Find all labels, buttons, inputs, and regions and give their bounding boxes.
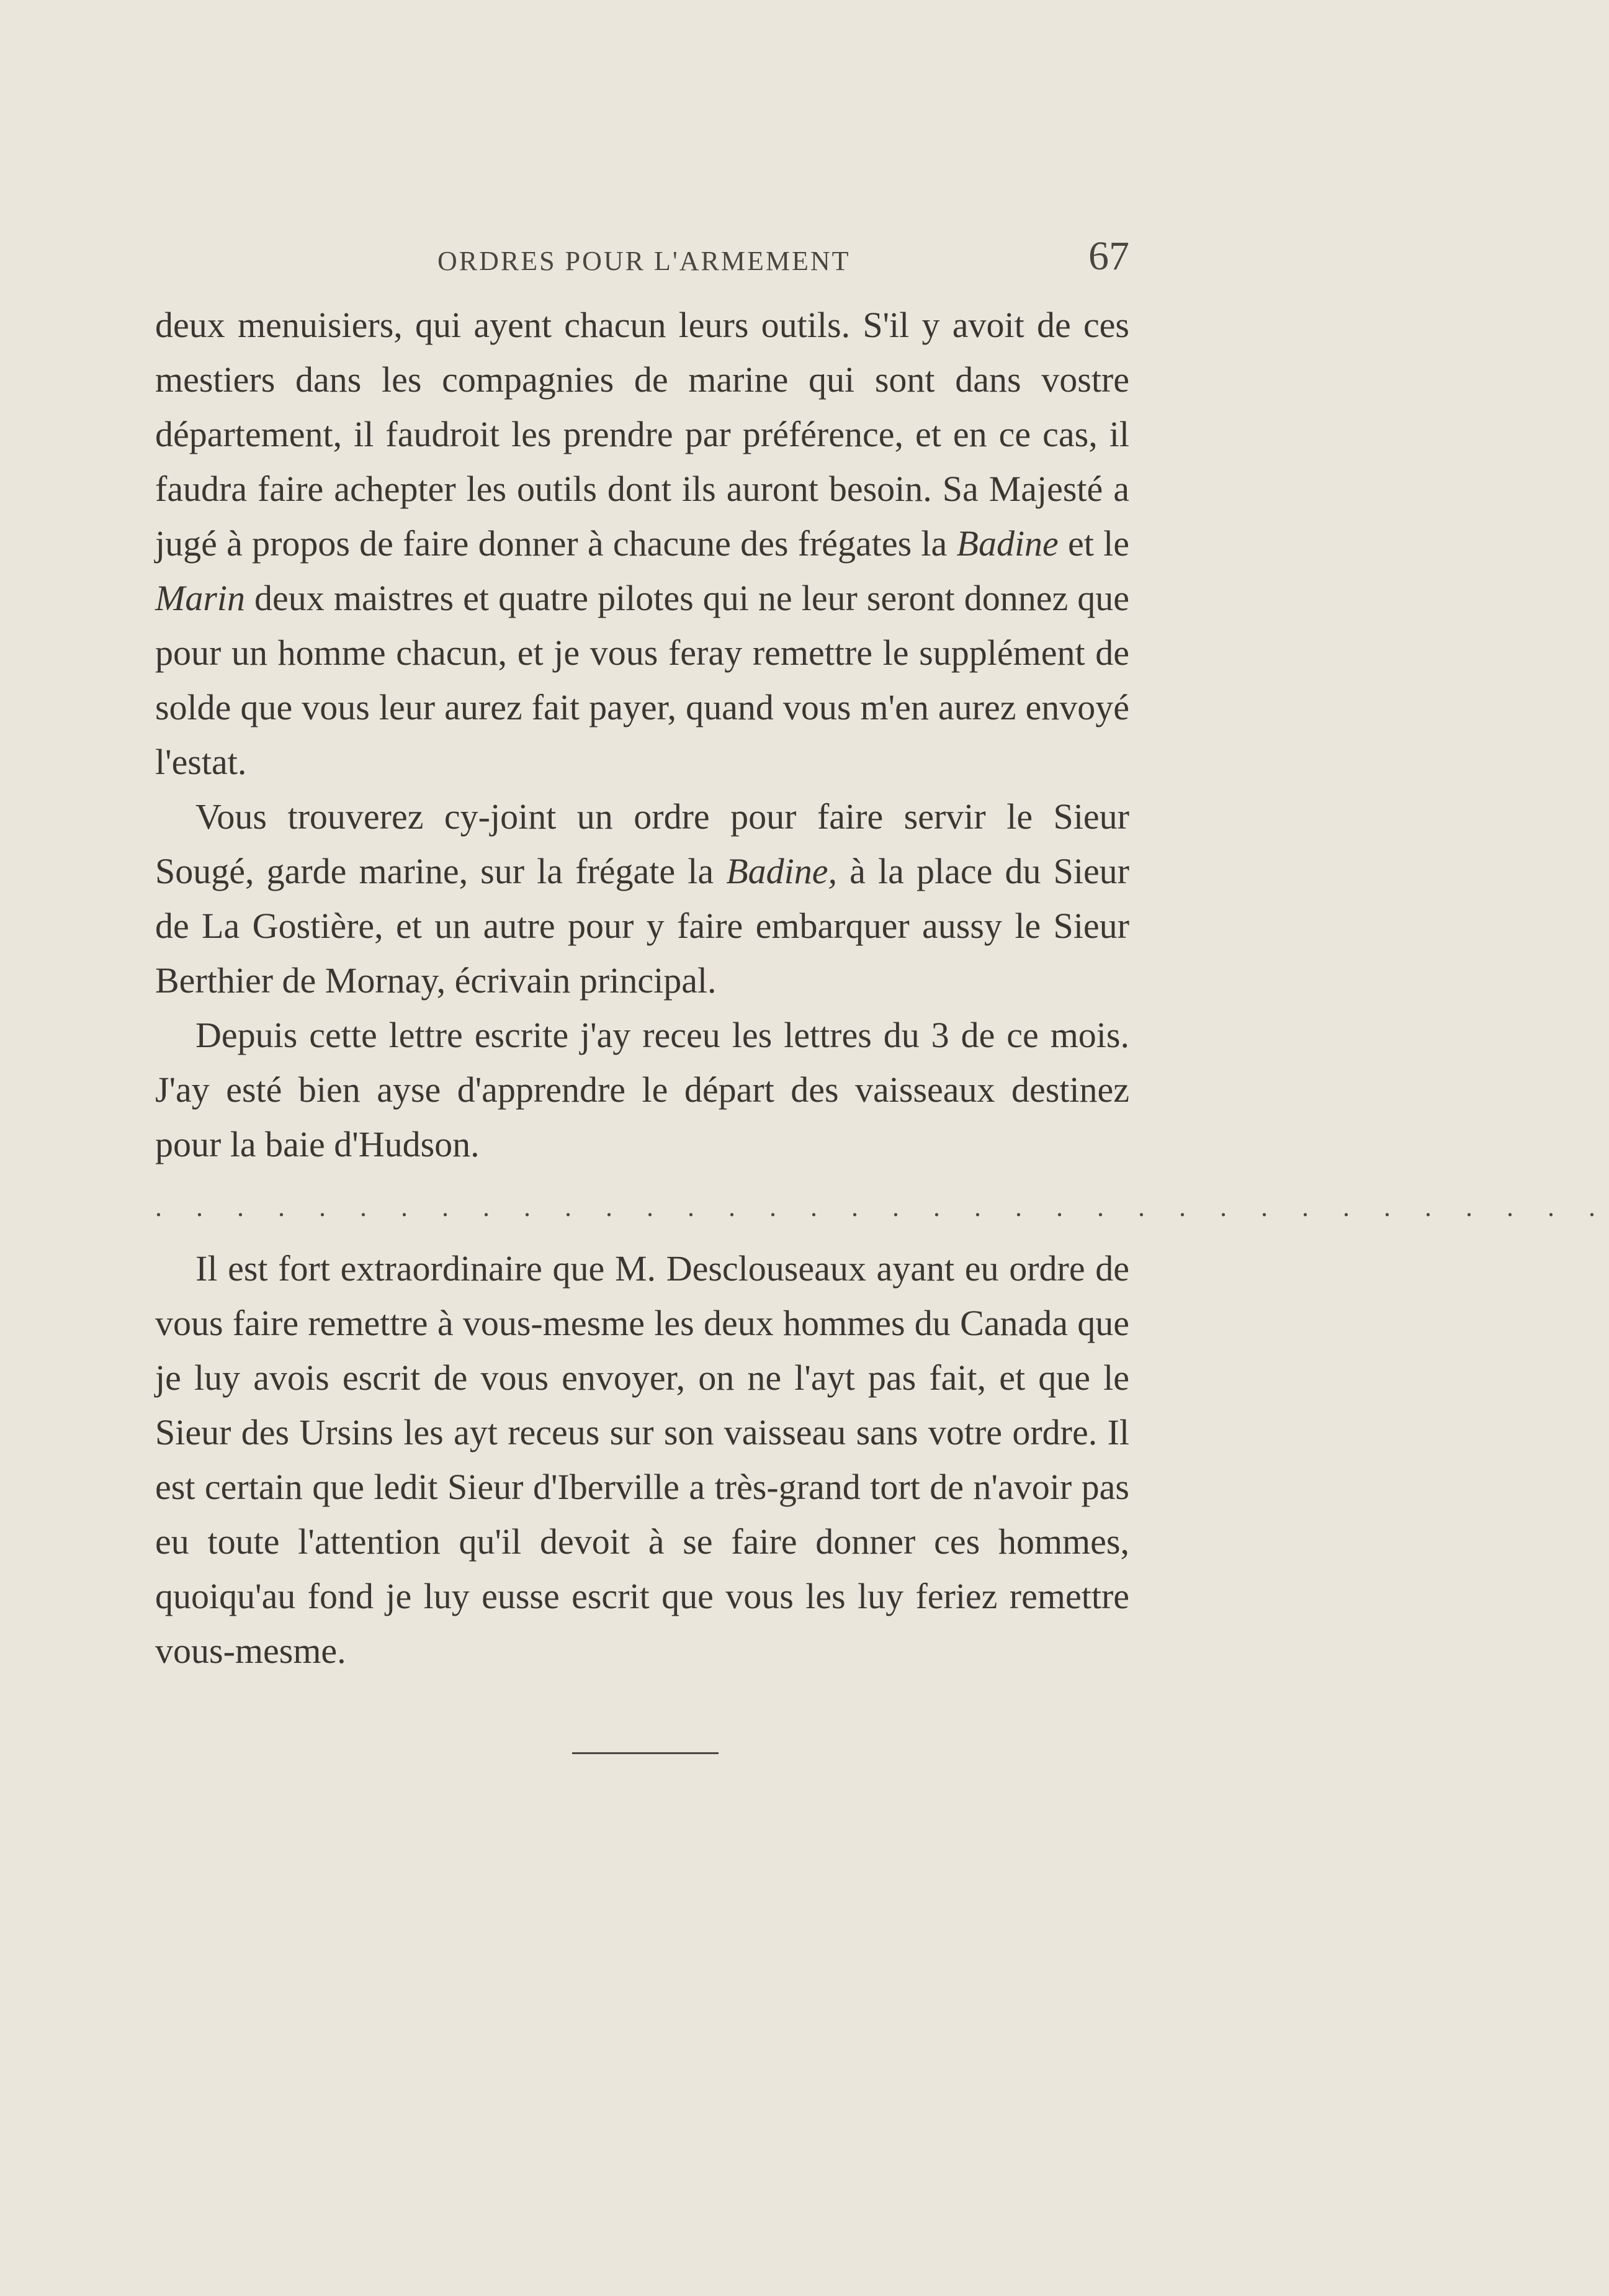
ellipsis-separator: . . . . . . . . . . . . . . . . . . . . . . . . . . . . . . . . . . . . bbox=[155, 1192, 1609, 1222]
paragraph-3: Depuis cette lettre escrite j'ay receu les lettres du 3 de ce mois. J'ay esté bien ayse d'apprendre le départ des vaisseaux destinez pour la baie d'Hudson. bbox=[155, 1015, 1129, 1164]
paragraph-4: Il est fort extraordinaire que M. Desclouseaux ayant eu ordre de vous faire remettre à vous-mesme les deux hommes du Canada que je luy avois escrit de vous envoyer, on ne l'ayt pas fait, et que le Sieur des Ursins les ayt receus sur son vaisseau sans votre ordre. Il est certain que ledit Sieur d'Iberville a très-grand tort de n'avoir pas eu toute l'attention qu'il devoit à se faire donner ces hommes, quoiqu'au fond je luy eusse escrit que vous les luy feriez remettre vous-mesme. bbox=[155, 1248, 1129, 1671]
paragraph-1-text-a: deux menuisiers, qui ayent chacun leurs outils. S'il y avoit de ces mestiers dans les compagnies de marine qui sont dans vostre département, il faudroit les prendre par préférence, et en ce cas, il faudra faire achepter les outils dont ils auront besoin. Sa Majesté a jugé à propos de faire donner à chacune des frégates la bbox=[155, 305, 1129, 564]
paragraph-1-text-c: deux maistres et quatre pilotes qui ne leur seront donnez que pour un homme chacun, et je vous feray remettre le supplément de solde que vous leur aurez fait payer, quand vous m'en aurez envoyé l'estat. bbox=[155, 578, 1129, 782]
ship-name-badine: Badine bbox=[956, 523, 1059, 564]
ship-name-badine-2: Badine, bbox=[726, 851, 838, 891]
body-text bbox=[155, 298, 1609, 1678]
paragraph-2-text-b: à la place du Sieur de La Gostière, et un autre pour y faire embarquer aussy le Sieur Berthier de Mornay, écrivain principal. bbox=[155, 851, 1129, 1001]
running-title: ORDRES POUR L'ARMEMENT bbox=[437, 246, 851, 276]
paragraph-1 bbox=[155, 298, 1129, 790]
page-number: 67 bbox=[1088, 233, 1129, 279]
end-rule bbox=[572, 1752, 719, 1754]
paragraph-2-text-a: Vous trouverez cy-joint un ordre pour faire servir le Sieur Sougé, garde marine, sur la frégate la bbox=[155, 796, 1129, 891]
ship-name-marin: Marin bbox=[155, 578, 245, 618]
paragraph-1-text-b: et le bbox=[1058, 523, 1129, 564]
running-head bbox=[155, 233, 1129, 289]
paragraph-2 bbox=[155, 790, 1129, 1008]
